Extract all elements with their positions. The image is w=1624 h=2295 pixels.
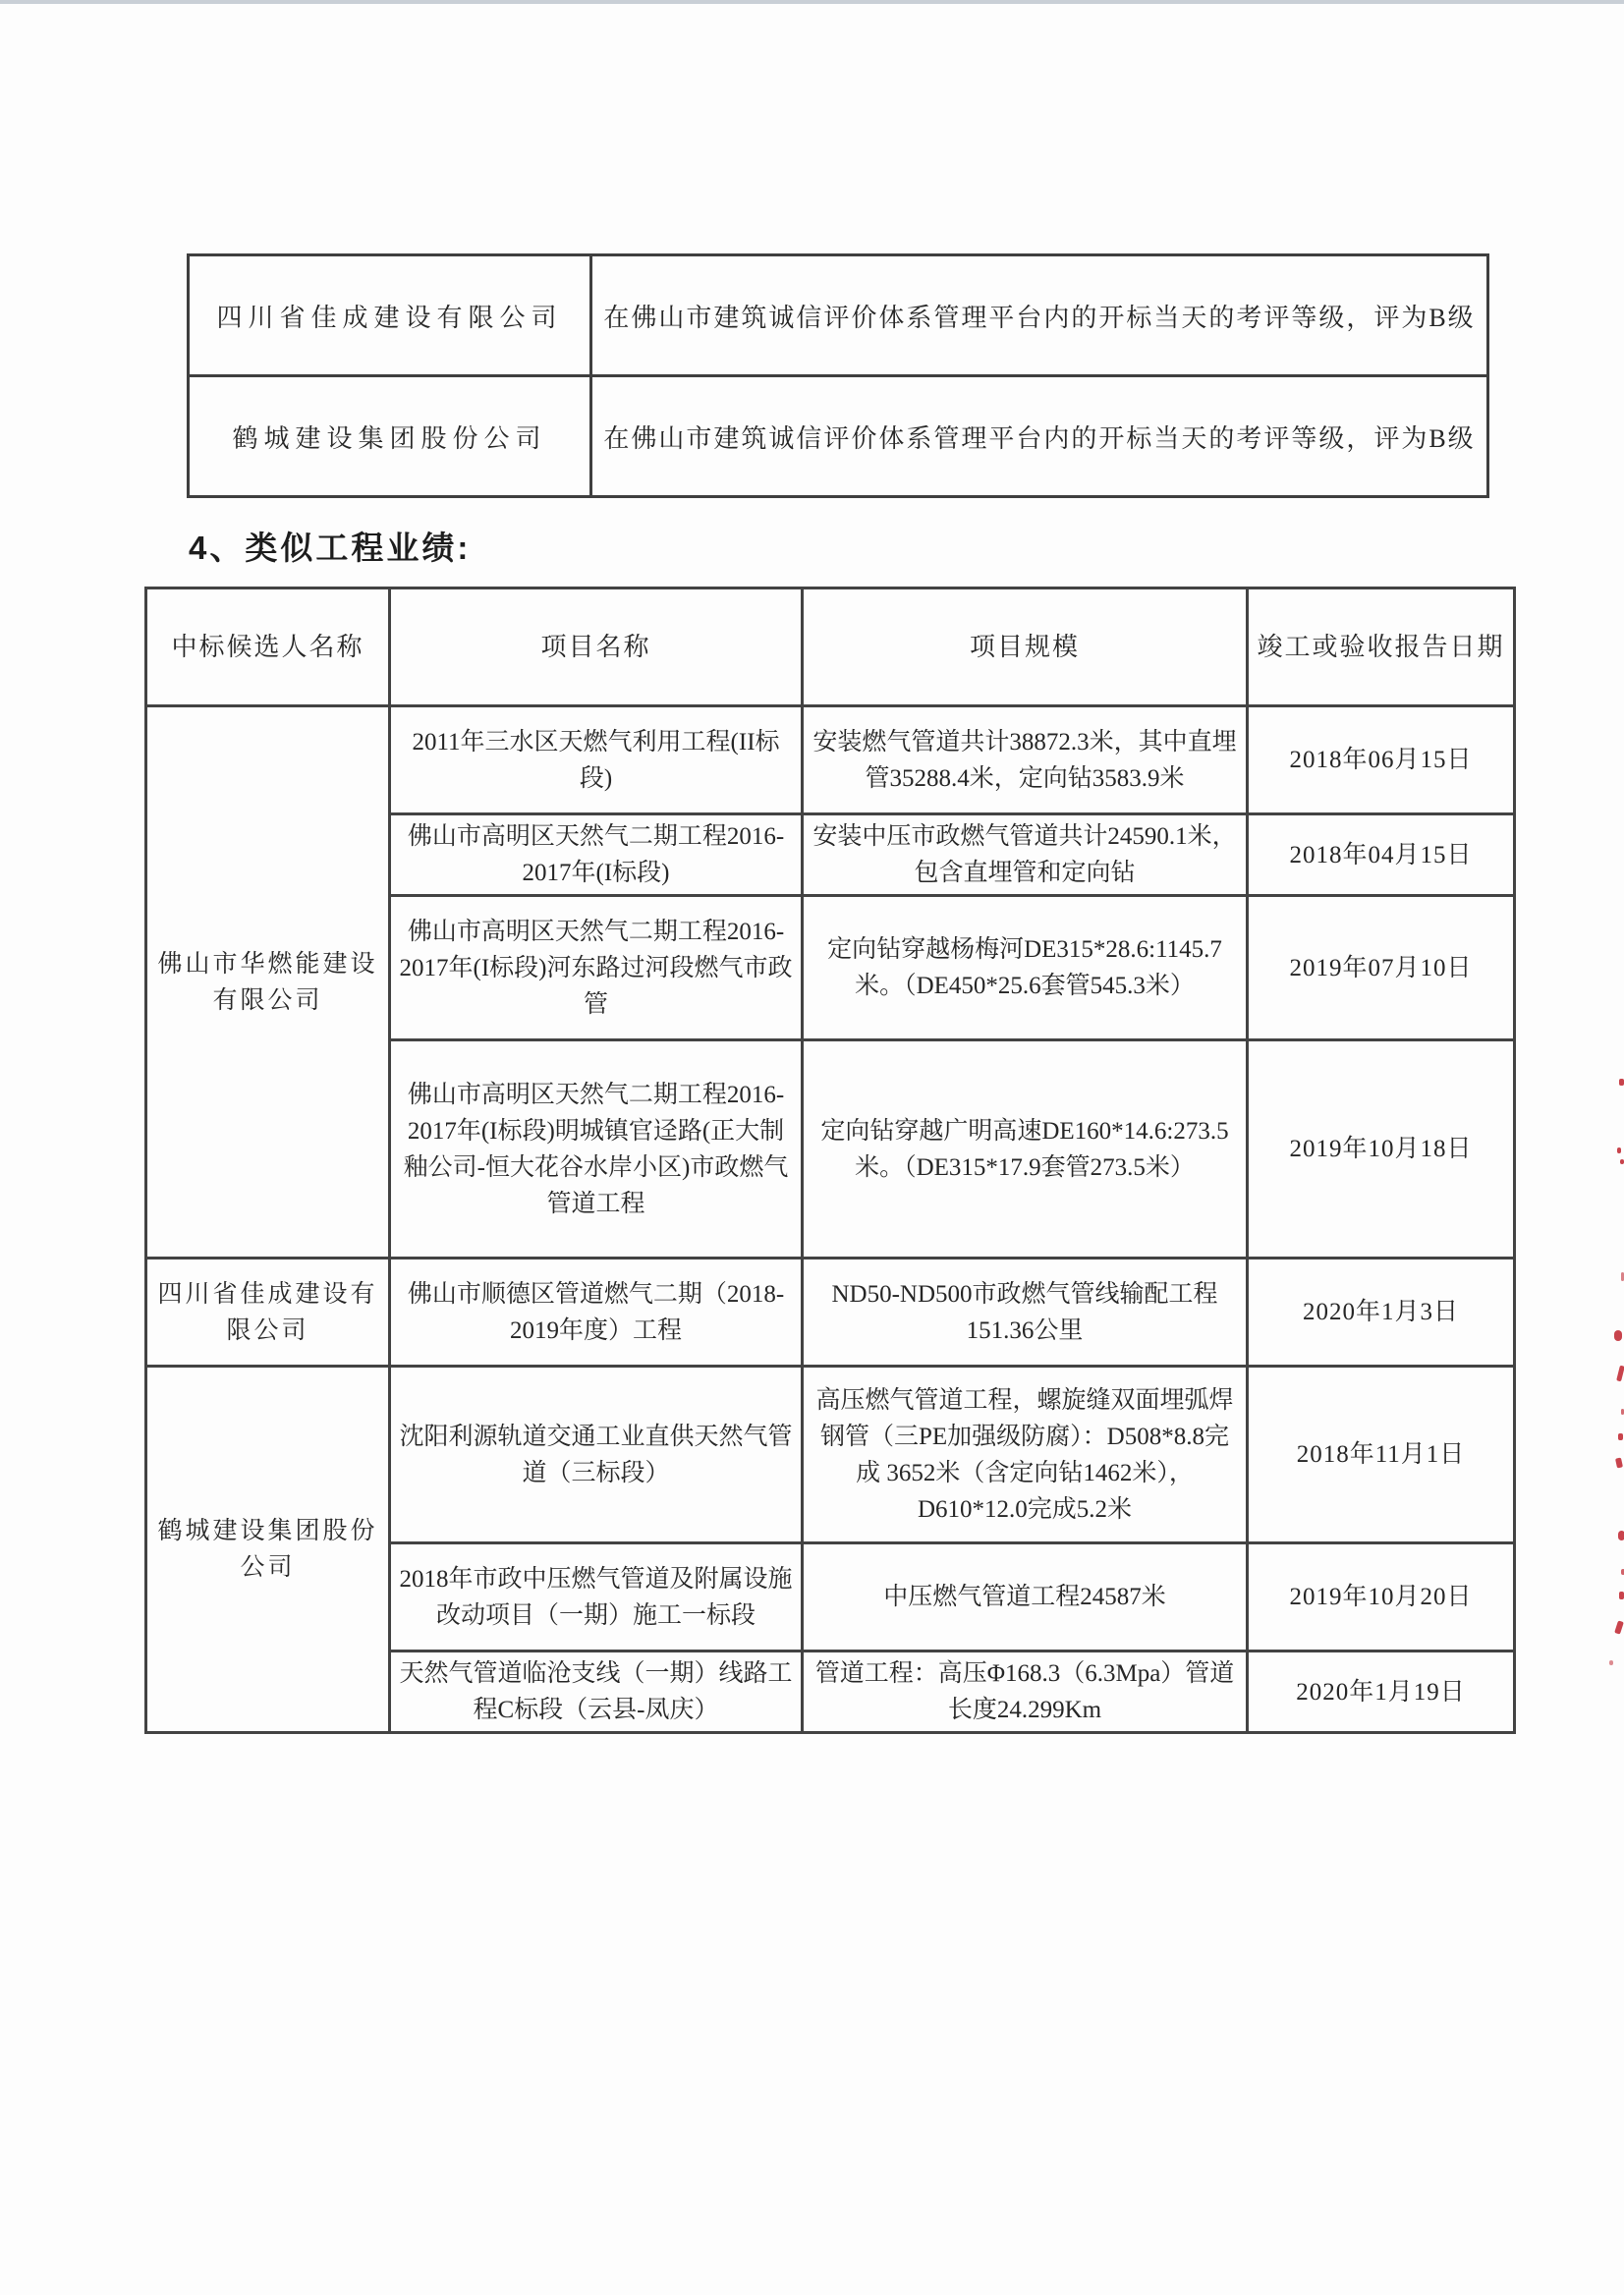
table-header-row [146, 588, 1515, 706]
column-header-candidate-name: 中标候选人名称 [146, 588, 390, 706]
cell-project-scale: ND50-ND500市政燃气管线输配工程151.36公里 [803, 1259, 1248, 1367]
red-ink-mark [1609, 1660, 1613, 1665]
cell-project-date: 2018年06月15日 [1248, 706, 1515, 814]
cell-project-scale: 中压燃气管道工程24587米 [803, 1543, 1248, 1651]
cell-project-date: 2019年10月18日 [1248, 1040, 1515, 1259]
cell-project-name: 沈阳利源轨道交通工业直供天然气管道（三标段） [390, 1367, 803, 1543]
cell-project-date: 2018年04月15日 [1248, 814, 1515, 896]
table-row [189, 376, 1488, 497]
cell-project-scale: 安装燃气管道共计38872.3米，其中直埋管35288.4米，定向钻3583.9米 [803, 706, 1248, 814]
red-ink-mark [1618, 1433, 1623, 1440]
scan-edge-artifact [0, 0, 1624, 4]
red-ink-mark [1617, 1148, 1621, 1153]
table-row [146, 1367, 1515, 1543]
cell-company: 鹤城建设集团股份公司 [146, 1367, 390, 1733]
similar-projects-table [144, 587, 1516, 1734]
cell-project-name: 天然气管道临沧支线（一期）线路工程C标段（云县-凤庆） [390, 1651, 803, 1733]
cell-project-scale: 定向钻穿越广明高速DE160*14.6:273.5米。（DE315*17.9套管273.5米） [803, 1040, 1248, 1259]
red-ink-mark [1614, 1330, 1622, 1341]
credit-evaluation-cell: 在佛山市建筑诚信评价体系管理平台内的开标当天的考评等级，评为B级 [591, 255, 1488, 376]
credit-evaluation-cell: 在佛山市建筑诚信评价体系管理平台内的开标当天的考评等级，评为B级 [591, 376, 1488, 497]
column-header-project-scale: 项目规模 [803, 588, 1248, 706]
cell-project-name: 佛山市高明区天然气二期工程2016-2017年(I标段) [390, 814, 803, 896]
table-row [189, 255, 1488, 376]
red-ink-mark [1619, 1592, 1624, 1599]
cell-project-name: 2011年三水区天燃气利用工程(II标段) [390, 706, 803, 814]
table-row [146, 1259, 1515, 1367]
cell-project-scale: 管道工程：高压Φ168.3（6.3Mpa）管道长度24.299Km [803, 1651, 1248, 1733]
cell-project-name: 2018年市政中压燃气管道及附属设施改动项目（一期）施工一标段 [390, 1543, 803, 1651]
cell-project-scale: 高压燃气管道工程，螺旋缝双面埋弧焊钢管（三PE加强级防腐）：D508*8.8完成 3652米（含定向钻1462米），D610*12.0完成5.2米 [803, 1367, 1248, 1543]
red-ink-mark [1614, 1620, 1624, 1634]
credit-evaluation-table [187, 253, 1489, 498]
cell-project-date: 2019年10月20日 [1248, 1543, 1515, 1651]
cell-project-name: 佛山市高明区天然气二期工程2016-2017年(I标段)河东路过河段燃气市政管 [390, 896, 803, 1040]
red-ink-mark [1618, 1531, 1624, 1540]
cell-project-scale: 定向钻穿越杨梅河DE315*28.6:1145.7米。（DE450*25.6套管545.3米） [803, 896, 1248, 1040]
red-ink-mark [1619, 1079, 1624, 1086]
column-header-project-name: 项目名称 [390, 588, 803, 706]
table-row [146, 706, 1515, 814]
cell-company: 四川省佳成建设有限公司 [146, 1259, 390, 1367]
cell-project-date: 2020年1月19日 [1248, 1651, 1515, 1733]
cell-project-date: 2018年11月1日 [1248, 1367, 1515, 1543]
company-name-cell: 鹤城建设集团股份公司 [189, 376, 591, 497]
red-ink-mark [1615, 1457, 1623, 1468]
red-ink-mark [1616, 1366, 1624, 1382]
cell-project-date: 2020年1月3日 [1248, 1259, 1515, 1367]
cell-project-name: 佛山市高明区天然气二期工程2016-2017年(I标段)明城镇官迳路(正大制釉公司-恒大花谷水岸小区)市政燃气管道工程 [390, 1040, 803, 1259]
cell-project-date: 2019年07月10日 [1248, 896, 1515, 1040]
cell-project-name: 佛山市顺德区管道燃气二期（2018-2019年度）工程 [390, 1259, 803, 1367]
cell-project-scale: 安装中压市政燃气管道共计24590.1米，包含直埋管和定向钻 [803, 814, 1248, 896]
company-name-cell: 四川省佳成建设有限公司 [189, 255, 591, 376]
section-heading: 4、类似工程业绩: [189, 530, 472, 566]
cell-company: 佛山市华燃能建设有限公司 [146, 706, 390, 1259]
column-header-completion-date: 竣工或验收报告日期 [1248, 588, 1515, 706]
red-ink-mark [1620, 1159, 1624, 1164]
